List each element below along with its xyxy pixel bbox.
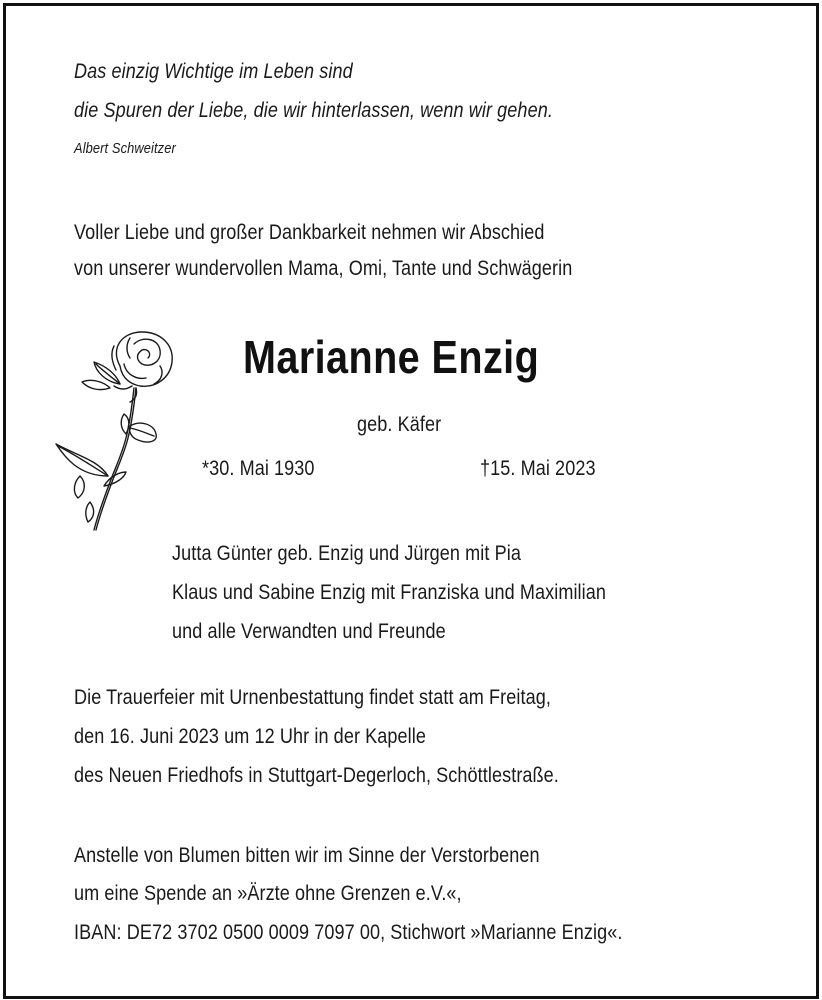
quote-line-1: Das einzig Wichtige im Leben sind (74, 60, 353, 83)
intro-line-1: Voller Liebe und großer Dankbarkeit nehmen wir Abschied (74, 221, 545, 244)
death-date: †15. Mai 2023 (480, 457, 596, 480)
mourner-line-1: Jutta Günter geb. Enzig und Jürgen mit Pia (172, 542, 521, 565)
quote-line-2: die Spuren der Liebe, die wir hinterlassen, wenn wir gehen. (74, 99, 553, 122)
donation-line-2: um eine Spende an »Ärzte ohne Grenzen e.V.«, (74, 882, 462, 905)
mourner-line-3: und alle Verwandten und Freunde (172, 620, 446, 643)
intro-line-2: von unserer wundervollen Mama, Omi, Tante und Schwägerin (74, 257, 573, 280)
rose-icon (50, 326, 180, 538)
donation-line-3: IBAN: DE72 3702 0500 0009 7097 00, Stichwort »Marianne Enzig«. (74, 921, 623, 944)
quote-author: Albert Schweitzer (74, 140, 176, 157)
deceased-name: Marianne Enzig (243, 331, 540, 383)
ceremony-line-1: Die Trauerfeier mit Urnenbestattung findet statt am Freitag, (74, 686, 551, 709)
ceremony-line-2: den 16. Juni 2023 um 12 Uhr in der Kapelle (74, 725, 427, 748)
donation-line-1: Anstelle von Blumen bitten wir im Sinne der Verstorbenen (74, 844, 540, 867)
birth-date: *30. Mai 1930 (202, 457, 315, 480)
ceremony-line-3: des Neuen Friedhofs in Stuttgart-Degerloch, Schöttlestraße. (74, 764, 559, 787)
maiden-name: geb. Käfer (357, 413, 442, 436)
mourner-line-2: Klaus und Sabine Enzig mit Franziska und Maximilian (172, 581, 607, 604)
